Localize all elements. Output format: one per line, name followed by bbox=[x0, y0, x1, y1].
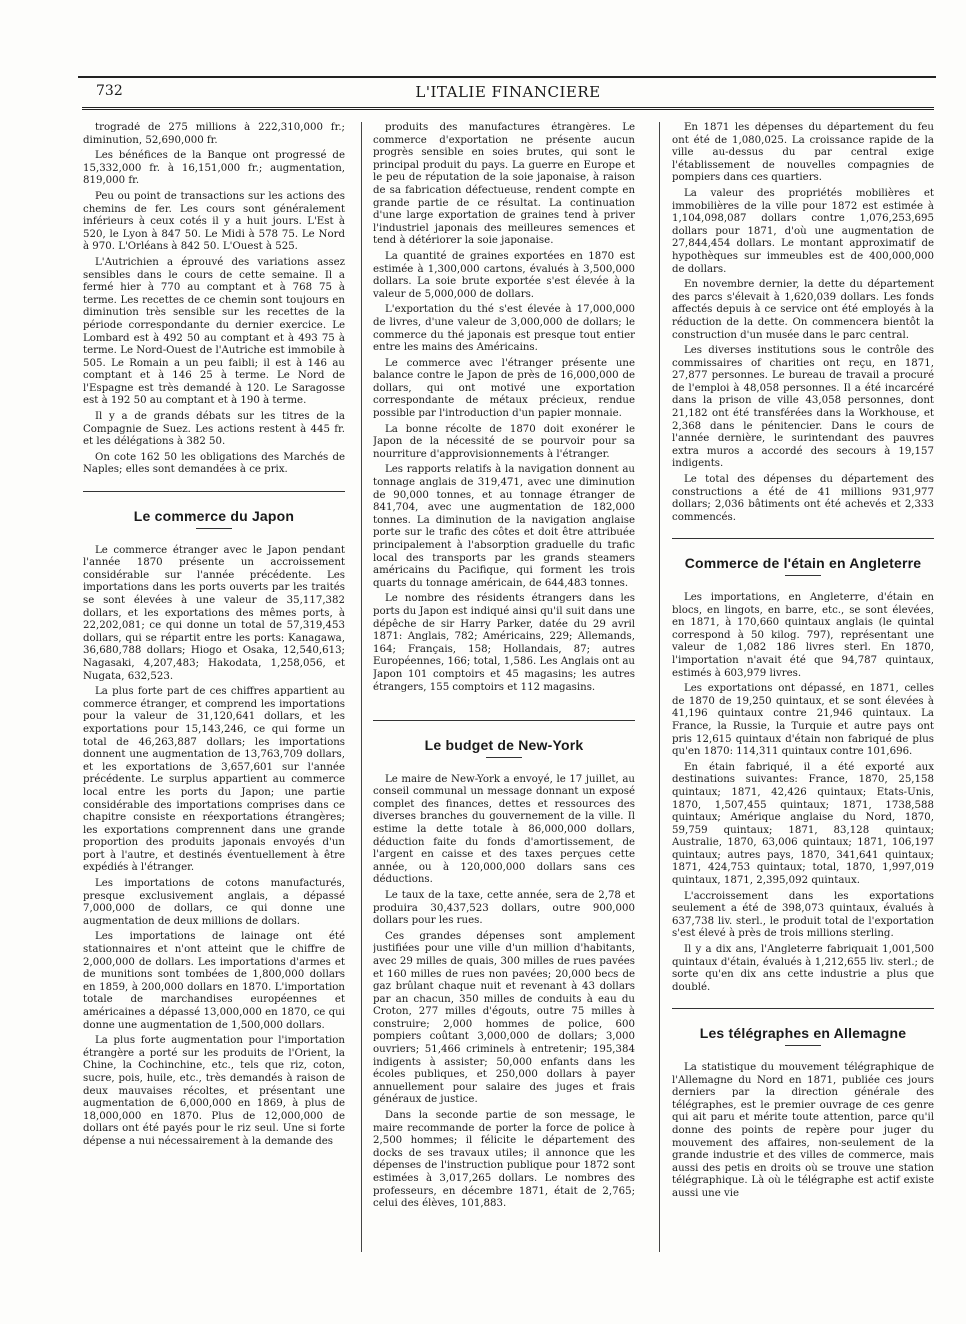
paragraph: La quantité de graines exportées en 1870 est estimée à 1,300,000 cartons, évalués à 3,500,000 dollars. La soie brute exportée s'est élevée à la valeur de 5,000,000 de dollars. bbox=[373, 250, 635, 300]
paragraph: En étain fabriqué, il a été exporté aux destinations suivantes: France, 1870, 25,158 quintaux; 1871, 42,426 quintaux; Etats-Unis, 1870, 1,507,455 quintaux; 1871, 1738,588 quintaux; Amérique anglaise du Nord, 1870, 59,759 quintaux; 1871, 83,128 quintaux; Australie, 1870, 63,006 quintaux; 1871, 106,197 quintaux; autres pays, 1870, 341,641 quintaux; 1871, 424,753 quintaux; total, 1870, 1,997,019 quintaux, 1871, 2,395,092 quintaux. bbox=[672, 761, 934, 887]
paragraph: Le maire de New-York a envoyé, le 17 juillet, au conseil communal un message donnant un exposé complet des finances, dettes et ressources des diverses branches du gouvernement de la ville. Il estime la dette totale à 86,000,000 dollars, déduction faite du fonds d'amortissement, de l'argent en caisse et des taxes perçues cette année, ou à 120,000,000 dollars sans ces déductions. bbox=[373, 773, 635, 886]
paragraph: produits des manufactures étrangères. Le commerce d'exportation ne présente aucun progrès sensible en soies brutes, qui sont le principal produit du pays. La guerre en Europe et le peu de réputation de la soie japonaise, à raison de sa fabrication défectueuse, rendent compte en grande partie de ce résultat. La continuation d'une large exportation de graines tend à priver l'industriel japonais des meilleures semences et tend à détériorer la soie japonaise. bbox=[373, 122, 635, 247]
column-1 bbox=[83, 122, 345, 1252]
section-title-japon: Le commerce du Japon bbox=[83, 510, 345, 529]
paragraph: La bonne récolte de 1870 doit exonérer le Japon de la nécessité de se pourvoir pour sa nourriture d'approvisionnements à l'étranger. bbox=[373, 423, 635, 460]
paragraph: Les importations de cotons manufacturés, presque exclusivement anglais, a dépassé 7,000,000 de dollars, ce qui donne une augmentation de deux millions de dollars. bbox=[83, 878, 345, 927]
paragraph: Peu ou point de transactions sur les actions des chemins de fer. Les cours sont généralement inférieurs à ceux cotés il y a huit jours. L'Est à 520, le Lyon à 847 50. Le Midi à 578 75. Le Nord à 970. L'Orléans à 842 50. L'Ouest à 525. bbox=[83, 190, 345, 253]
paragraph: La plus forte part de ces chiffres appartient au commerce étranger, et comprend les importations pour la valeur de 31,120,641 dollars, et les exportations pour 15,143,246, ce qui forme un total de 46,263,887 dollars; les importations donnent une augmentation de 13,763,709 dollars, et les exportations de 3,657,601 sur l'année précédente. Le surplus appartient au commerce local entre les ports du Japon; une partie considérable des importations comprises dans ce chapitre consiste en réexportations étrangères; les exportations comprennent dans une grande proportion des produits japonais envoyés d'un port à l'autre, et destinés éventuellement à être expédiés à l'étranger. bbox=[83, 686, 345, 874]
page-header bbox=[82, 83, 934, 105]
paragraph: Les rapports relatifs à la navigation donnent au tonnage anglais de 319,471, avec une diminution de 90,000 tonnes, et au tonnage étranger de 841,704, avec une augmentation de 182,000 tonnes. La diminution de la navigation anglaise porte sur le trafic des côtes et doit être attribuée principalement à l'absorption graduelle du trafic local des transports par les grands steamers américains du Pacifique, qui forment les trois quarts du tonnage américain, de 644,483 tonnes. bbox=[373, 464, 635, 589]
paragraph: Le taux de la taxe, cette année, sera de 2,78 et produira 30,437,523 dollars, outre 900,000 dollars pour les rues. bbox=[373, 889, 635, 927]
paragraph: Les bénéfices de la Banque ont progressé de 15,332,000 fr. à 16,151,000 fr.; augmentation, 819,000 fr. bbox=[83, 150, 345, 187]
section-rule bbox=[672, 1008, 934, 1009]
journal-title: L'ITALIE FINANCIERE bbox=[415, 83, 601, 101]
top-rule bbox=[78, 76, 936, 78]
page-number: 732 bbox=[96, 83, 123, 99]
paragraph: Les importations, en Angleterre, d'étain en blocs, en lingots, en barre, etc., se sont élevées, en 1871, à 170,660 quintaux anglais (le quintal correspond à 50 kilog. 797), représentant une valeur de 1,082 186 livres sterl. En 1870, l'importation n'avait été que 94,787 quintaux, estimés à 603,979 livres. bbox=[672, 592, 934, 679]
paragraph: Le commerce étranger avec le Japon pendant l'année 1870 présente un accroissement considérable sur l'année précédente. Les importations dans les ports ouverts par les traités se sont élevées à une valeur de 35,117,382 dollars, et les exportations des mêmes ports, à 22,202,081; ce qui donne un total de 57,319,453 dollars, qui se répartit entre les ports: Kanagawa, 36,680,788 dollars; Hiogo et Osaka, 12,540,613; Nagasaki, 4,207,483; Hakodata, 1,258,056, et Nugata, 632,523. bbox=[83, 544, 345, 682]
paragraph: L'accroissement dans les exportations seulement a été de 398,073 quintaux, évalués à 637,738 liv. sterl., le produit total de l'exportation s'est élevé à près de trois millions sterling. bbox=[672, 890, 934, 940]
paragraph: Le commerce avec l'étranger présente une balance contre le Japon de près de 16,000,000 de dollars, qui ont motivé une exportation correspondante de métaux précieux, rendue possible par l'introduction d'un papier monnaie. bbox=[373, 357, 635, 420]
article-japon bbox=[83, 545, 345, 1149]
col1-intro bbox=[83, 122, 345, 477]
paragraph: La statistique du mouvement télégraphique de l'Allemagne du Nord en 1871, publiée ces jours derniers par la direction générale des télégraphes, est le premier ouvrage de ces genre qui ait paru et mérite toute attention, parce qu'il donne des points de repère pour juger du mouvement des affaires, non-seulement de la grande industrie et des villes de commerce, mais aussi des petis en droits où se trouve une station télégraphique. Là où le télégraphe est actif existe aussi une vie bbox=[672, 1062, 934, 1199]
paragraph: trogradé de 275 millions à 222,310,000 fr.; diminution, 52,690,000 fr. bbox=[83, 122, 345, 146]
paragraph: Ces grandes dépenses sont amplement justifiées pour une ville d'un million d'habitants, avec 29 milles de quais, 300 milles de rues pavées et 160 milles de rues non pavées; 20,000 becs de gaz brûlant chaque nuit et revenant à 43 dollars par an chacun, 350 milles de conduits à eau du Croton, 277 milles d'égouts, outre 75 milles à construire; 2,000 hommes de police, 600 pompiers coûtant 3,000,000 de dollars; 3,000 ouvriers; 51,466 criminels à entretenir; 195,384 indigents à assister; 50,000 enfants dans les écoles publiques, et 250,000 dollars à payer annuellement pour salaire des juges et frais généraux de justice. bbox=[373, 930, 635, 1106]
paragraph: En 1871 les dépenses du département du feu ont été de 1,080,025. La croissance rapide de la ville au-dessus du par central exige l'établissement de nouvelles compagnies de pompiers dans ces quartiers. bbox=[672, 122, 934, 184]
section-rule bbox=[373, 720, 635, 721]
paragraph: Il y a dix ans, l'Angleterre fabriquait 1,001,500 quintaux d'étain, évalués à 1,212,655 liv. sterl.; de sorte qu'en dix ans cette industrie a plus que doublé. bbox=[672, 944, 934, 993]
paragraph: Il y a de grands débats sur les titres de la Compagnie de Suez. Les actions restent à 445 fr. et les délégations à 382 50. bbox=[83, 411, 345, 448]
section-title-new-york: Le budget de New-York bbox=[373, 739, 635, 758]
paragraph: La plus forte augmentation pour l'importation étrangère a porté sur les produits de l'Orient, la Chine, la Cochinchine, etc., tels que riz, coton, sucre, pois, huile, etc., très demandés à raison de deux mauvaises récoltes, et présentant une augmentation de 6,000,000 en 1869, à plus de 18,000,000 en 1870. Plus de 12,000,000 de dollars ont été payés pour le riz seul. Une si forte dépense a nui nécessairement à la demande des bbox=[83, 1035, 345, 1147]
paragraph: Les diverses institutions sous le contrôle des commissaires of charities ont reçu, en 1871, 27,877 personnes. Le bureau de travail a procuré de l'emploi à 48,058 personnes. Il a été incarcéré dans la prison de ville 43,058 personnes, dont 21,182 ont été transférées dans la Workhouse, et 2,368 dans le pénitencier. Dans le cours de l'année dernière, le surintendant des pauvres extra muros a accordé des secours à 19,157 indigents. bbox=[672, 345, 934, 470]
column-3 bbox=[672, 122, 934, 1252]
section-title-etain: Commerce de l'étain en Angleterre bbox=[672, 557, 934, 576]
paragraph: L'exportation du thé s'est élevée à 17,000,000 de livres, d'une valeur de 3,000,000 de dollars; le commerce du thé japonais est presque tout entier entre les mains des Américains. bbox=[373, 304, 635, 354]
column-2-lower bbox=[373, 720, 635, 1252]
paragraph: On cote 162 50 les obligations des Marchés de Naples; elles sont demandées à ce prix. bbox=[83, 451, 345, 476]
column-divider bbox=[659, 122, 660, 1252]
section-rule bbox=[672, 538, 934, 539]
paragraph: Les exportations ont dépassé, en 1871, celles de 1870 de 19,250 quintaux, et se sont élevées à 41,196 quintaux contre 21,946 quintaux. La France, la Russie, la Turquie et autre pays ont pris 12,615 quintaux d'étain non fabriqué de plus qu'en 1870: 114,311 quintaux contre 101,696. bbox=[672, 683, 934, 758]
paragraph: Le total des dépenses du département des constructions a été de 41 millions 931,977 dollars; 2,036 bâtiments ont été achevés et 2,333 commencés. bbox=[672, 474, 934, 523]
section-rule bbox=[83, 491, 345, 492]
header-rule bbox=[82, 107, 934, 110]
column-divider bbox=[361, 122, 362, 1252]
paragraph: Le nombre des résidents étrangers dans les ports du Japon est indiqué ainsi qu'il suit dans une dépêche de sir Harry Parker, datée du 29 avril 1871: Anglais, 782; Américains, 229; Allemands, 164; Français, 158; Hollandais, 87; autres Européennes, 166; total, 1,586. Les Anglais ont au Japon 101 comptoirs et 45 magasins; les autres étrangers, 155 comptoirs et 112 magasins. bbox=[373, 593, 635, 693]
paragraph: En novembre dernier, la dette du département des parcs s'élevait à 1,620,039 dollars. Les fonds affectés depuis à ce service ont été employés à la réduction de la dette. On commencera bientôt la construction d'un musée dans le parc central. bbox=[672, 279, 934, 341]
paragraph: Les importations de lainage ont été stationnaires et n'ont atteint que le chiffre de 2,000,000 de dollars. Les importations d'armes et de munitions sont tombées de 1,800,000 dollars en 1859, à 200,000 dollars en 1870. L'importation totale de marchandises européennes et américaines a dépassé 13,000,000 en 1870, ce qui donne une augmentation de 1,500,000 dollars. bbox=[83, 931, 345, 1031]
section-title-telegraphes: Les télégraphes en Allemagne bbox=[672, 1027, 934, 1046]
paragraph: Dans la seconde partie de son message, le maire recommande de porter la force de police à 2,500 hommes; il félicite le département des docks de ses travaux utiles; il annonce que les dépenses de l'instruction publique pour 1872 sont estimées à 3,017,265 dollars. Le nombres des professeurs, en décembre 1871, était de 2,765; celui des élèves, 101,883. bbox=[373, 1110, 635, 1210]
paragraph: La valeur des propriétés mobilières et immobilières de la ville pour 1872 est estimée à 1,104,098,087 dollars contre 1,076,253,695 dollars pour 1871, d'où une augmentation de 27,844,454 dollars. Le montant approximatif de hypothèques sur immeubles est de 400,000,000 de dollars. bbox=[672, 187, 934, 275]
paragraph: L'Autrichien a éprouvé des variations assez sensibles dans le cours de cette semaine. Il a fermé hier à 770 au comptant et à 768 75 à terme. Les recettes de ce chemin sont toujours en diminution très sensible sur les recettes de la période correspondante du dernier exercice. Le Lombard est à 492 50 au comptant et à 493 75 à terme. Le Nord-Ouest de l'Autriche est immobile à 505. Le Romain a un peu faibli; il est à 146 au comptant et à 146 25 à terme. Le Nord de l'Espagne est très demandé à 120. Le Saragosse est à 192 50 au comptant et à 190 à terme. bbox=[83, 256, 345, 407]
